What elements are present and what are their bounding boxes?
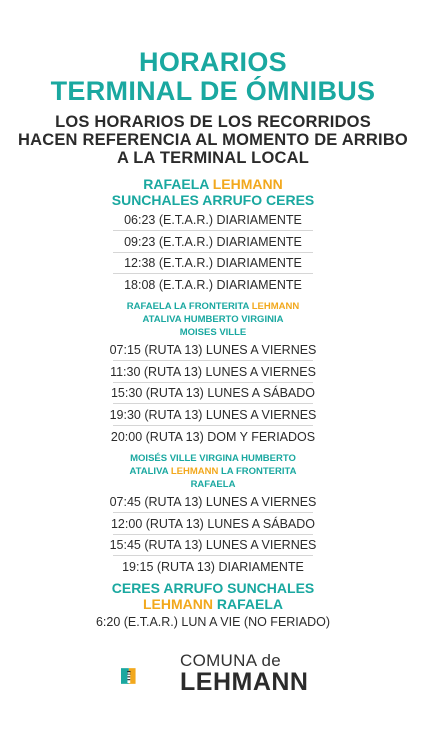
schedule-item: 19:15 (RUTA 13) DIARIAMENTE <box>122 560 304 574</box>
route1-heading <box>0 176 426 193</box>
schedule-item: 07:45 (RUTA 13) LUNES A VIERNES <box>109 495 317 509</box>
logo-text-line1: COMUNA de <box>180 651 281 670</box>
schedule-item: 09:23 (E.T.A.R.) DIARIAMENTE <box>124 235 302 249</box>
route4-heading-part: RAFAELA <box>213 596 283 612</box>
schedule-item: 15:30 (RUTA 13) LUNES A SÁBADO <box>110 386 316 400</box>
lighthouse-logo-icon <box>121 648 177 704</box>
schedule-item: 12:00 (RUTA 13) LUNES A SÁBADO <box>110 517 316 531</box>
route3-heading-line2 <box>0 465 426 478</box>
route4-heading-line1: CERES ARRUFO SUNCHALES <box>111 580 315 596</box>
divider <box>113 555 313 556</box>
subtitle-line1: LOS HORARIOS DE LOS RECORRIDOS <box>55 113 371 131</box>
schedule-item: 12:38 (E.T.A.R.) DIARIAMENTE <box>124 256 302 270</box>
route2-heading-line2: ATALIVA HUMBERTO VIRGINIA <box>142 314 284 325</box>
route3-heading-highlight: LEHMANN <box>170 466 219 477</box>
route3-heading-line1: MOISÉS VILLE VIRGINA HUMBERTO <box>130 453 296 464</box>
divider <box>113 360 313 361</box>
page-title-line1: HORARIOS <box>139 47 287 77</box>
route1-heading-highlight: LEHMANN <box>212 176 283 192</box>
route4-heading-line2 <box>0 596 426 613</box>
divider <box>113 382 313 383</box>
page-title-line2: TERMINAL DE ÓMNIBUS <box>50 76 376 106</box>
route2-heading-line3: MOISES VILLE <box>179 327 247 338</box>
schedule-item: 15:45 (RUTA 13) LUNES A VIERNES <box>109 538 317 552</box>
divider <box>113 425 313 426</box>
route2-heading <box>0 300 426 313</box>
route3-heading-part: LA FRONTERITA <box>218 466 297 477</box>
route3-heading-line3: RAFAELA <box>190 479 236 490</box>
schedule-item: 18:08 (E.T.A.R.) DIARIAMENTE <box>124 278 302 292</box>
schedule-item: 19:30 (RUTA 13) LUNES A VIERNES <box>109 408 317 422</box>
route1-heading-part: RAFAELA <box>143 176 213 192</box>
schedule-item: 06:23 (E.T.A.R.) DIARIAMENTE <box>124 213 302 227</box>
route4-heading-highlight: LEHMANN <box>143 596 213 612</box>
schedule-item: 11:30 (RUTA 13) LUNES A VIERNES <box>110 365 316 379</box>
subtitle-line2: HACEN REFERENCIA AL MOMENTO DE ARRIBO <box>18 131 408 149</box>
divider <box>113 512 313 513</box>
logo-text-line2: LEHMANN <box>180 668 309 696</box>
divider <box>113 273 313 274</box>
divider <box>113 403 313 404</box>
subtitle-line3: A LA TERMINAL LOCAL <box>116 149 309 167</box>
route2-heading-part: RAFAELA LA FRONTERITA <box>126 301 252 312</box>
route3-heading-part: ATALIVA <box>129 466 171 477</box>
route2-heading-highlight: LEHMANN <box>251 301 300 312</box>
schedule-item: 20:00 (RUTA 13) DOM Y FERIADOS <box>110 430 316 444</box>
schedule-item: 07:15 (RUTA 13) LUNES A VIERNES <box>109 343 317 357</box>
divider <box>113 252 313 253</box>
schedule-item: 6:20 (E.T.A.R.) LUN A VIE (NO FERIADO) <box>95 615 331 629</box>
divider <box>113 230 313 231</box>
route1-heading-line2: SUNCHALES ARRUFO CERES <box>111 192 315 208</box>
divider <box>113 534 313 535</box>
